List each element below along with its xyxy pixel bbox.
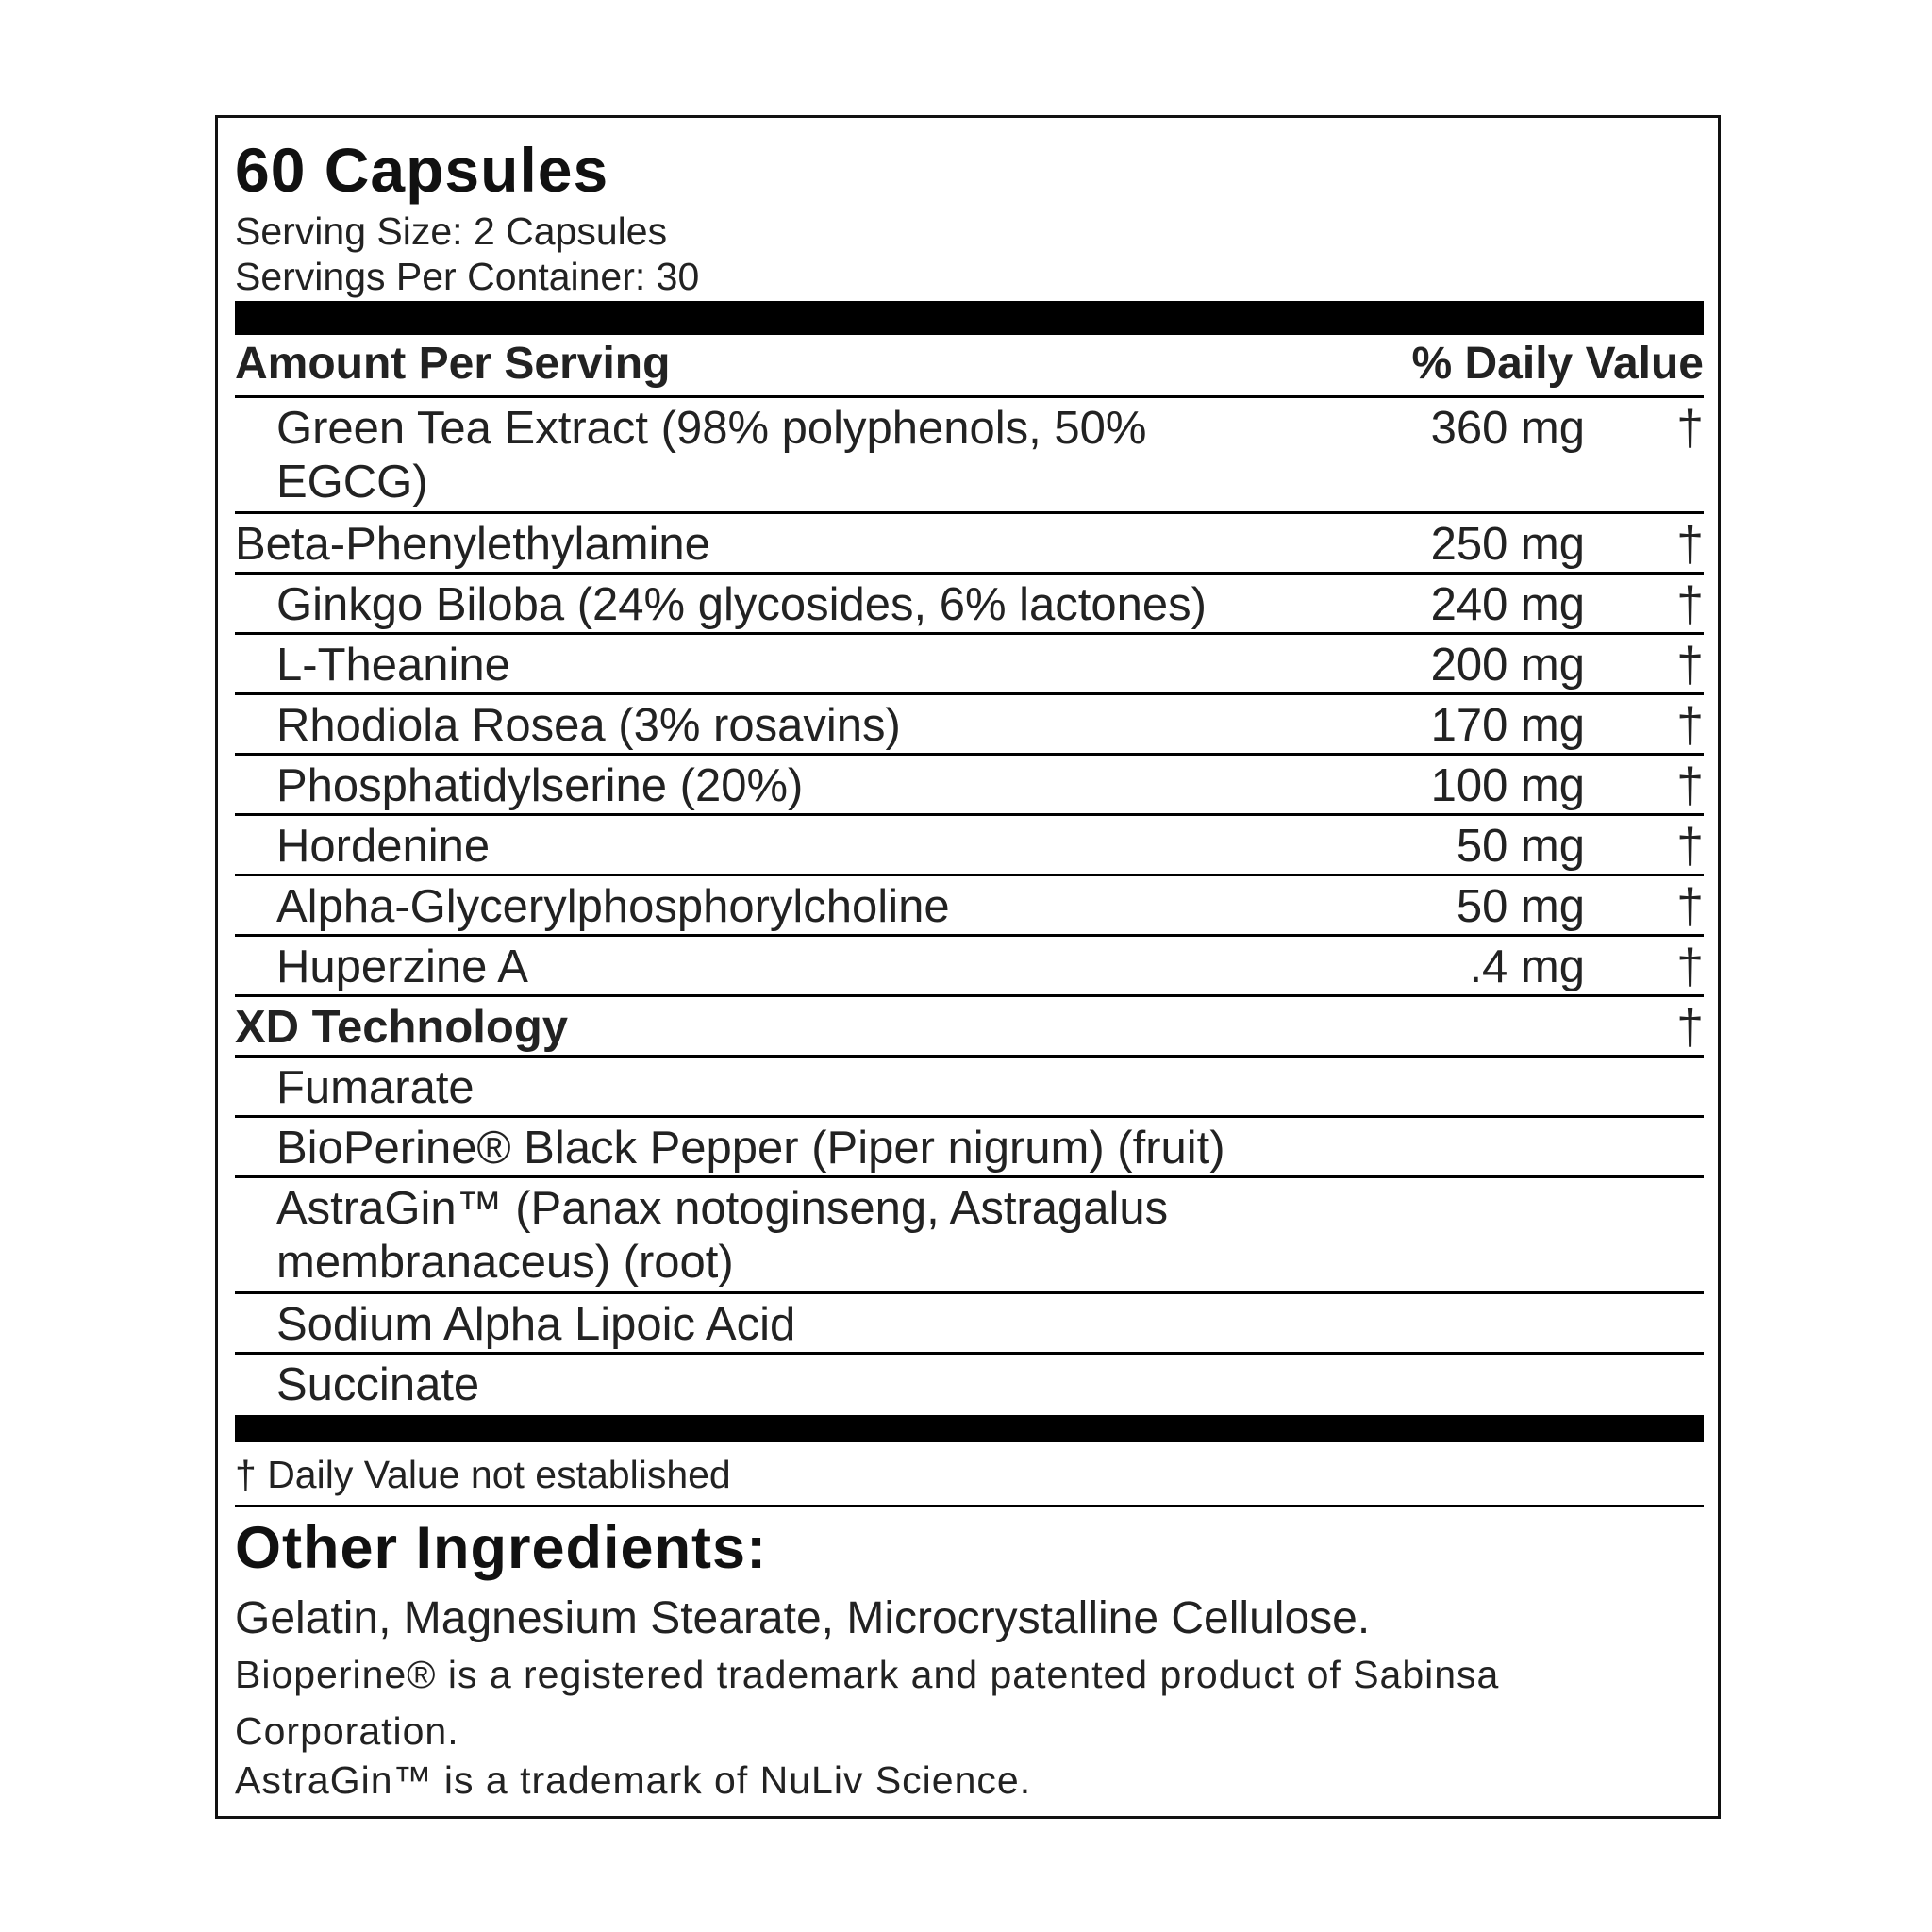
daily-value-mark: † <box>1676 819 1704 874</box>
ingredient-name: XD Technology <box>235 1002 569 1053</box>
serving-size: Serving Size: 2 Capsules <box>235 209 668 253</box>
bioperine-trademark-note: Bioperine® is a registered trademark and patented product of Sabinsa Corporation. <box>235 1653 1500 1753</box>
ingredient-name: Green Tea Extract (98% polyphenols, 50% EGCG) <box>276 403 1147 508</box>
ingredient-row <box>235 813 1704 874</box>
ingredient-name: L-Theanine <box>276 640 510 691</box>
ingredient-amount: .4 mg <box>1469 941 1585 992</box>
ingredient-name: Fumarate <box>276 1062 475 1113</box>
ingredient-row <box>235 934 1704 994</box>
ingredient-row <box>235 1115 1704 1175</box>
astragin-trademark-note: AstraGin™ is a trademark of NuLiv Science. <box>235 1758 1032 1802</box>
bottom-thick-divider <box>235 1415 1704 1442</box>
ingredient-table <box>235 395 1704 1412</box>
daily-value-mark: † <box>1676 517 1704 572</box>
daily-value-mark: † <box>1676 1000 1704 1055</box>
ingredient-row <box>235 511 1704 572</box>
ingredient-row <box>235 572 1704 632</box>
footnote-divider <box>235 1505 1704 1507</box>
ingredient-amount: 250 mg <box>1430 519 1585 570</box>
ingredient-amount: 100 mg <box>1430 760 1585 811</box>
ingredient-amount: 50 mg <box>1456 881 1585 932</box>
daily-value-mark: † <box>1676 698 1704 753</box>
amount-per-serving-header: Amount Per Serving <box>235 339 671 389</box>
ingredient-row <box>235 753 1704 813</box>
ingredient-amount: 50 mg <box>1456 821 1585 872</box>
ingredient-name: BioPerine® Black Pepper (Piper nigrum) (fruit) <box>276 1123 1225 1174</box>
ingredient-row <box>235 1055 1704 1115</box>
daily-value-mark: † <box>1676 940 1704 994</box>
ingredient-amount: 240 mg <box>1430 579 1585 630</box>
ingredient-amount: 360 mg <box>1430 403 1585 454</box>
other-ingredients-title: Other Ingredients: <box>235 1515 768 1581</box>
ingredient-name: Huperzine A <box>276 941 528 992</box>
daily-value-header: % Daily Value <box>1411 339 1704 389</box>
ingredient-name: Rhodiola Rosea (3% rosavins) <box>276 700 901 751</box>
ingredient-name: Phosphatidylserine (20%) <box>276 760 804 811</box>
ingredient-row <box>235 632 1704 692</box>
ingredient-name: Ginkgo Biloba (24% glycosides, 6% lactones) <box>276 579 1207 630</box>
ingredient-row <box>235 1175 1704 1291</box>
top-thick-divider <box>235 301 1704 335</box>
servings-per-container: Servings Per Container: 30 <box>235 255 700 298</box>
supplement-facts-panel <box>215 115 1721 1819</box>
ingredient-row <box>235 1352 1704 1412</box>
ingredient-row <box>235 994 1704 1055</box>
ingredient-name: Succinate <box>276 1359 480 1410</box>
daily-value-mark: † <box>1676 879 1704 934</box>
ingredient-amount: 170 mg <box>1430 700 1585 751</box>
ingredient-row <box>235 1291 1704 1352</box>
ingredient-row <box>235 874 1704 934</box>
daily-value-footnote: † Daily Value not established <box>235 1453 731 1496</box>
product-count-title: 60 Capsules <box>235 135 609 205</box>
daily-value-mark: † <box>1676 758 1704 813</box>
daily-value-mark: † <box>1676 577 1704 632</box>
ingredient-amount: 200 mg <box>1430 640 1585 691</box>
ingredient-name: Sodium Alpha Lipoic Acid <box>276 1299 796 1350</box>
other-ingredients-text: Gelatin, Magnesium Stearate, Microcrystalline Cellulose. <box>235 1593 1371 1643</box>
ingredient-row <box>235 692 1704 753</box>
ingredient-name: Beta-Phenylethylamine <box>235 519 710 570</box>
ingredient-name: Alpha-Glycerylphosphorylcholine <box>276 881 950 932</box>
daily-value-mark: † <box>1676 401 1704 456</box>
ingredient-row <box>235 395 1704 511</box>
ingredient-name: AstraGin™ (Panax notoginseng, Astragalus membranaceus) (root) <box>276 1183 1169 1288</box>
ingredient-name: Hordenine <box>276 821 491 872</box>
daily-value-mark: † <box>1676 638 1704 692</box>
